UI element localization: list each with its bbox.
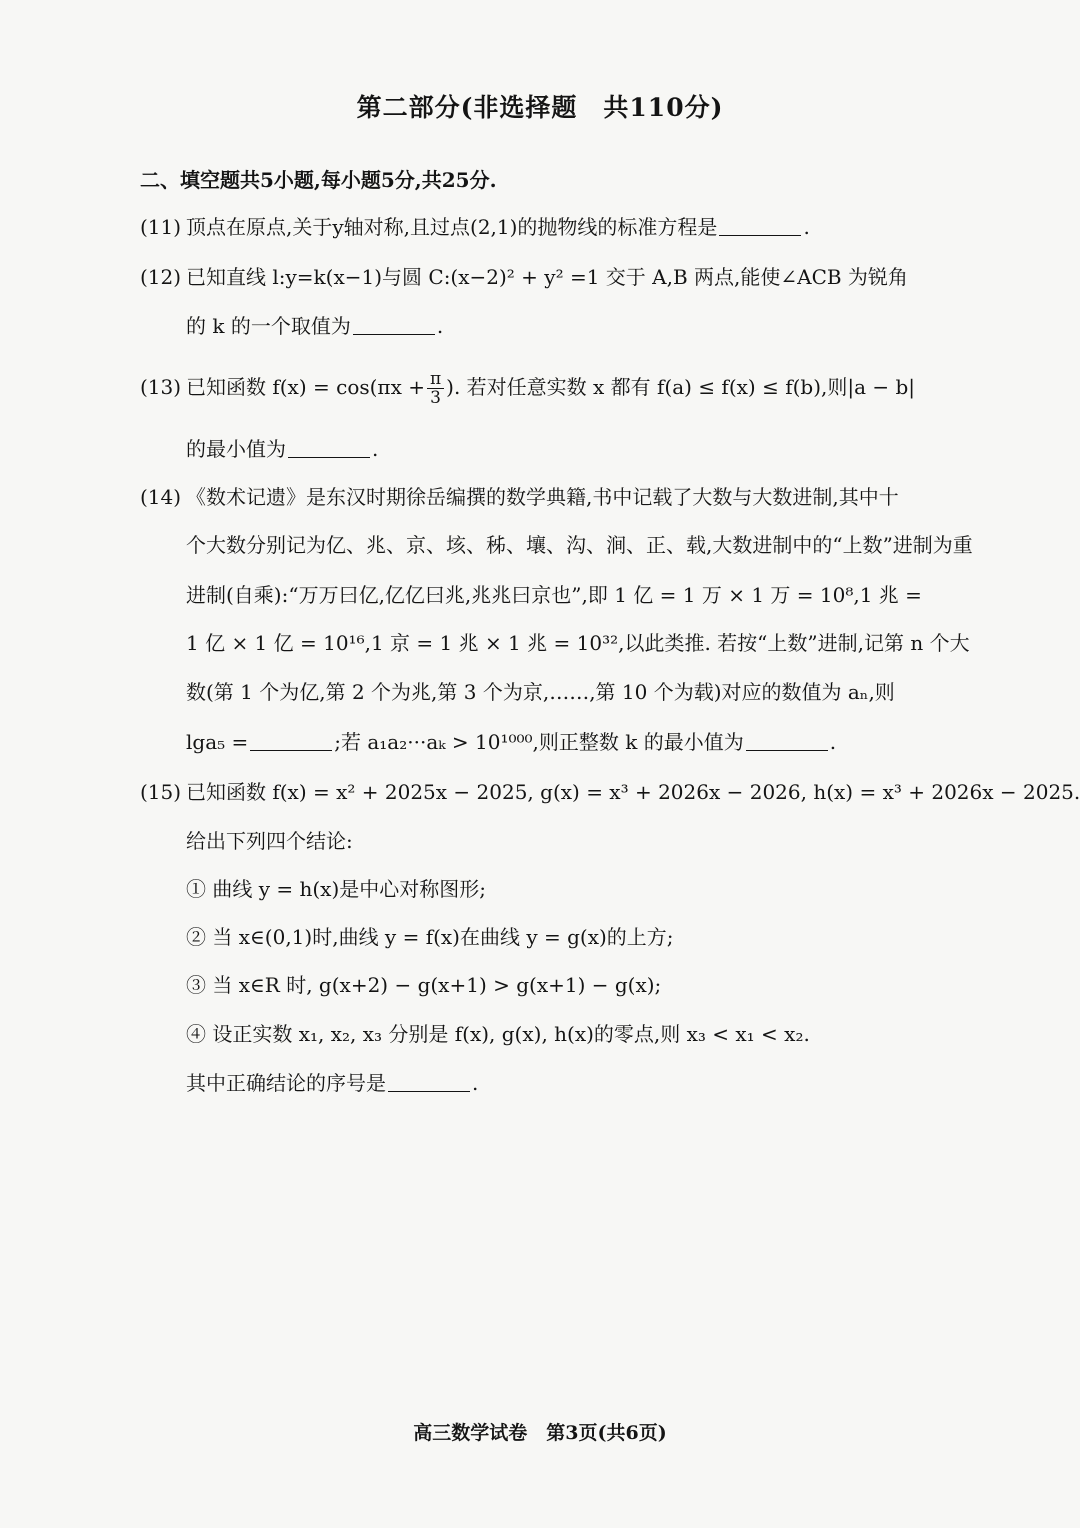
- question-text: 《数术记遗》是东汉时期徐岳编撰的数学典籍,书中记载了大数与大数进制,其中十: [186, 485, 899, 509]
- question-text: 已知直线 l:y=k(x−1)与圆 C:(x−2)² + y² =1 交于 A,B 两点,能使∠ACB 为锐角: [186, 265, 908, 289]
- question-text: 顶点在原点,关于y轴对称,且过点(2,1)的抛物线的标准方程是: [186, 215, 718, 239]
- fraction-numerator: π: [427, 370, 444, 389]
- question-15-intro: 给出下列四个结论:: [186, 829, 353, 853]
- fraction: [427, 370, 444, 407]
- question-13: [140, 370, 915, 407]
- question-14-line3: 进制(自乘):“万万曰亿,亿亿曰兆,兆兆曰京也”,即 1 亿 = 1 万 × 1 万 = 10⁸,1 兆 =: [186, 583, 922, 607]
- question-text: lga₅ =: [186, 730, 249, 754]
- question-13-line2: 的最小值为 .: [186, 437, 379, 461]
- fraction-denominator: 3: [430, 388, 441, 408]
- question-14-line4: 1 亿 × 1 亿 = 10¹⁶,1 京 = 1 兆 × 1 兆 = 10³²,以此类推. 若按“上数”进制,记第 n 个大: [186, 631, 970, 655]
- question-number: (14): [140, 485, 182, 509]
- question-number: (11): [140, 215, 182, 239]
- question-text: ;若 a₁a₂···aₖ > 10¹⁰⁰⁰,则正整数 k 的最小值为: [334, 730, 744, 754]
- conclusion-1: ① 曲线 y = h(x)是中心对称图形;: [186, 877, 486, 901]
- answer-blank: [288, 457, 370, 458]
- part-title: 第二部分(非选择题 共110分): [356, 93, 724, 122]
- question-14: [140, 482, 899, 512]
- answer-blank: [353, 334, 435, 335]
- question-15-last: 其中正确结论的序号是 .: [186, 1071, 479, 1095]
- answer-blank: [719, 235, 801, 236]
- answer-blank: [250, 750, 332, 751]
- question-14-line2: 个大数分别记为亿、兆、京、垓、秭、壤、沟、涧、正、载,大数进制中的“上数”进制为重: [186, 533, 973, 557]
- question-number: (12): [140, 265, 182, 289]
- conclusion-2: ② 当 x∈(0,1)时,曲线 y = f(x)在曲线 y = g(x)的上方;: [186, 925, 674, 949]
- question-number: (13): [140, 375, 182, 399]
- question-15: [140, 777, 1080, 807]
- question-text: 已知函数 f(x) = x² + 2025x − 2025, g(x) = x³ + 2026x − 2026, h(x) = x³ + 2026x − 2025.: [186, 780, 1080, 804]
- question-text: 的 k 的一个取值为: [186, 314, 351, 338]
- question-12: [140, 262, 908, 292]
- conclusion-3: ③ 当 x∈R 时, g(x+2) − g(x+1) > g(x+1) − g(x);: [186, 973, 662, 997]
- question-number: (15): [140, 780, 182, 804]
- question-text: 其中正确结论的序号是: [186, 1071, 386, 1095]
- question-12-line2: 的 k 的一个取值为 .: [186, 314, 444, 338]
- answer-blank: [388, 1091, 470, 1092]
- question-text: 已知函数 f(x) = cos(πx +: [186, 375, 425, 399]
- section-heading: 二、填空题共5小题,每小题5分,共25分.: [140, 168, 497, 192]
- question-11: (11) 顶点在原点,关于y轴对称,且过点(2,1)的抛物线的标准方程是 .: [140, 212, 810, 242]
- question-14-line5: 数(第 1 个为亿,第 2 个为兆,第 3 个为京,……,第 10 个为载)对应的数值为 aₙ,则: [186, 680, 895, 704]
- answer-blank: [746, 750, 828, 751]
- question-text: 的最小值为: [186, 437, 286, 461]
- page-footer: 高三数学试卷 第3页(共6页): [413, 1422, 667, 1444]
- question-14-line6: lga₅ = ;若 a₁a₂···aₖ > 10¹⁰⁰⁰,则正整数 k 的最小值为 .: [186, 730, 837, 754]
- conclusion-4: ④ 设正实数 x₁, x₂, x₃ 分别是 f(x), g(x), h(x)的零点,则 x₃ < x₁ < x₂.: [186, 1022, 810, 1046]
- question-text: ). 若对任意实数 x 都有 f(a) ≤ f(x) ≤ f(b),则|a − b|: [446, 375, 916, 399]
